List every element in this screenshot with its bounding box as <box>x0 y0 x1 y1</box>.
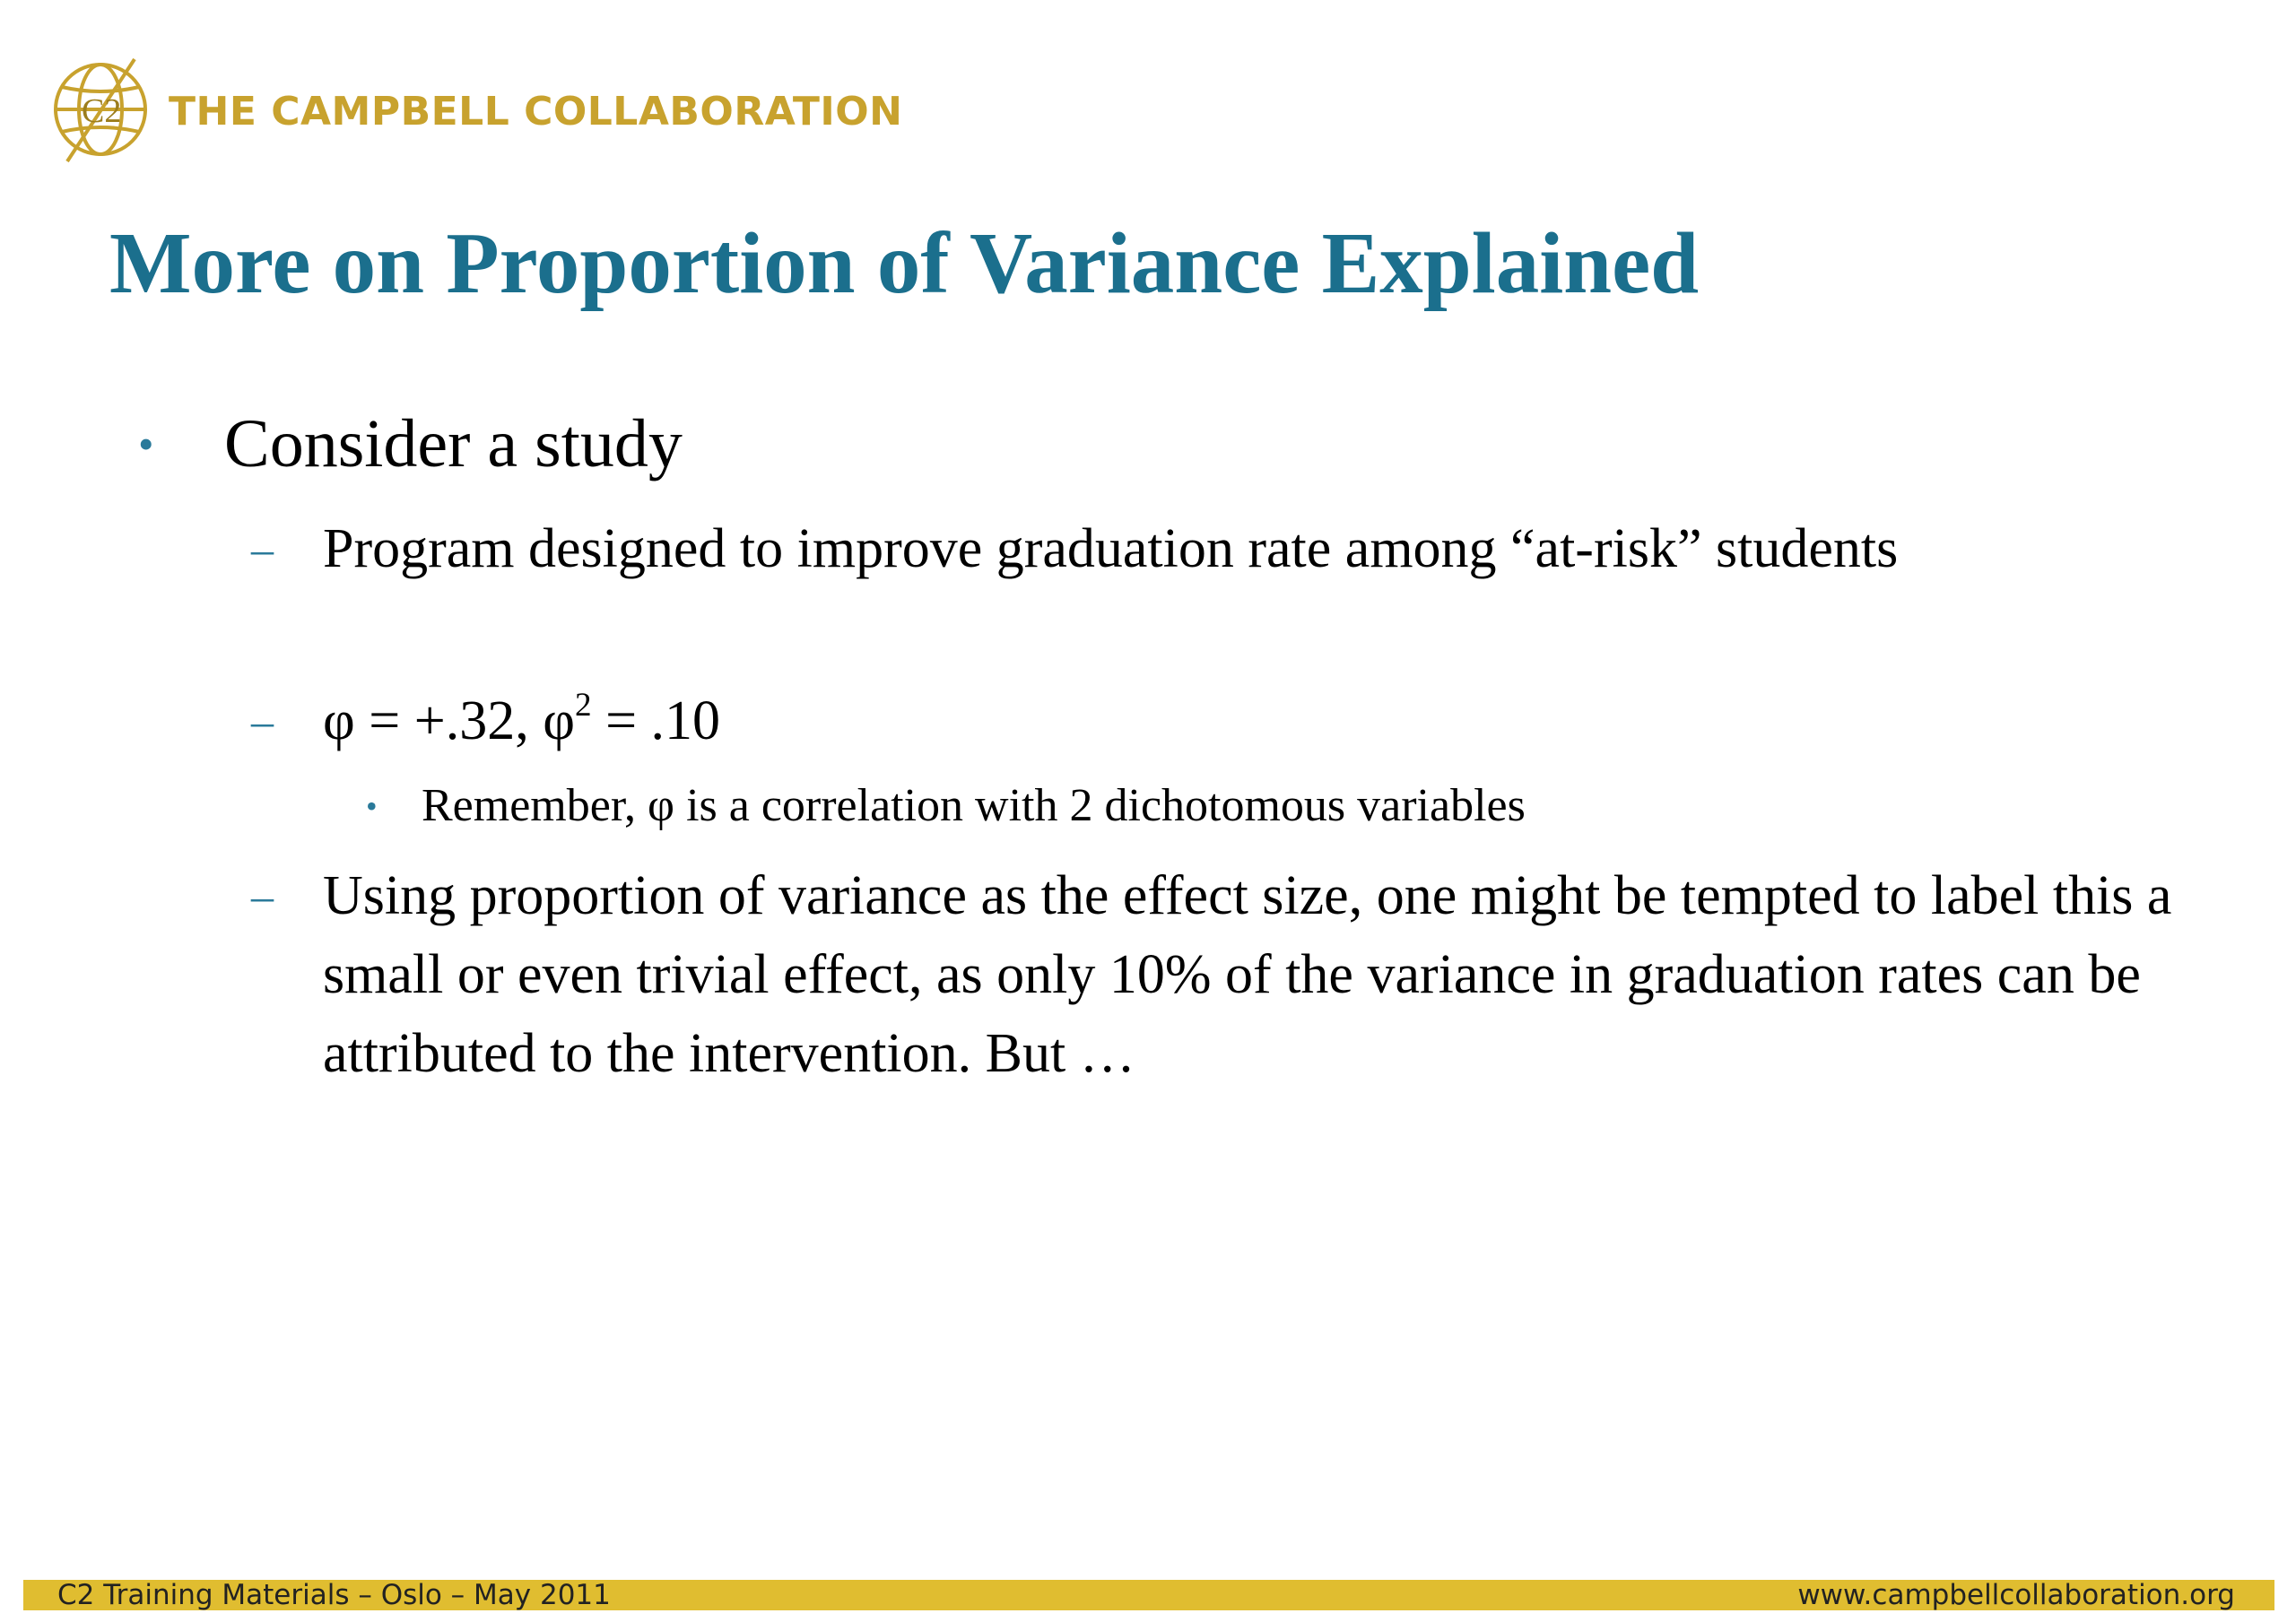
subsubbullet-remember <box>366 773 1526 839</box>
subbullet-proportion <box>251 856 2206 1093</box>
bullet-text: Consider a study <box>224 406 683 481</box>
footer-website: www.campbellcollaboration.org <box>1797 1579 2235 1611</box>
subsubbullet-text: Remember, φ is a correlation with 2 dichotomous variables <box>422 780 1526 831</box>
subbullet-phi <box>251 681 2206 760</box>
dash-marker: – <box>251 524 274 574</box>
subbullet-text: Using proportion of variance as the effect size, one might be tempted to label this a small or even trivial effect, as only 10% of the variance in graduation rates can be attributed to the intervention. But … <box>323 865 2172 1084</box>
footer-bar <box>23 1580 2274 1610</box>
svg-text:C2: C2 <box>82 92 122 130</box>
bullet-consider-study <box>138 403 683 484</box>
subbullet-program <box>251 509 2206 588</box>
footer-left-text: C2 Training Materials – Oslo – May 2011 <box>57 1579 611 1611</box>
org-name: THE CAMPBELL COLLABORATION <box>169 88 903 134</box>
dash-marker: – <box>251 696 274 746</box>
bullet-marker: • <box>366 788 378 824</box>
c2-globe-logo-icon <box>49 56 152 167</box>
bullet-marker: • <box>138 419 154 469</box>
dash-marker: – <box>251 871 274 921</box>
header <box>49 56 902 167</box>
subbullet-text: Program designed to improve graduation rate among “at-risk” students <box>323 518 1899 579</box>
phi-formula: φ = +.32, $\varphi^2 = .10$ <box>323 686 721 751</box>
slide-title: More on Proportion of Variance Explained <box>109 215 1700 311</box>
